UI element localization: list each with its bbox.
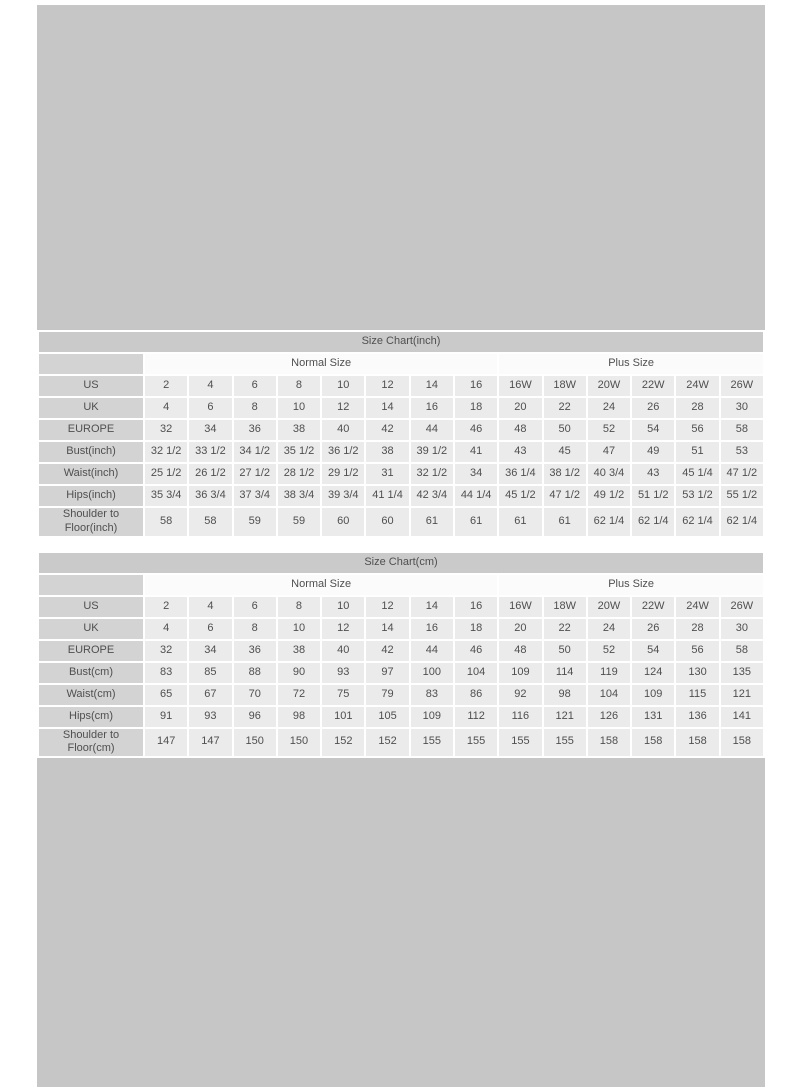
size-cell: 39 1/2 (411, 442, 453, 462)
table-title-row (39, 553, 763, 573)
size-cell: 16 (455, 597, 497, 617)
column-group-header: Normal Size (145, 354, 497, 374)
table-title: Size Chart(inch) (39, 332, 763, 352)
size-cell: 22W (632, 597, 674, 617)
size-cell: 6 (189, 398, 231, 418)
size-cell: 20W (588, 376, 630, 396)
size-cell: 58 (189, 508, 231, 536)
size-cell: 27 1/2 (234, 464, 276, 484)
size-cell: 155 (499, 729, 541, 757)
size-cell: 83 (145, 663, 187, 683)
size-cell: 26W (721, 597, 763, 617)
size-cell: 158 (588, 729, 630, 757)
size-cell: 98 (278, 707, 320, 727)
table-row (39, 420, 763, 440)
size-cell: 4 (189, 597, 231, 617)
size-cell: 20 (499, 619, 541, 639)
size-cell: 130 (676, 663, 718, 683)
gray-panel (37, 5, 765, 1087)
size-cell: 26W (721, 376, 763, 396)
size-cell: 51 1/2 (632, 486, 674, 506)
size-cell: 36 1/2 (322, 442, 364, 462)
size-cell: 33 1/2 (189, 442, 231, 462)
size-cell: 28 1/2 (278, 464, 320, 484)
size-cell: 24W (676, 597, 718, 617)
size-cell: 18W (544, 376, 586, 396)
size-cell: 61 (544, 508, 586, 536)
size-cell: 42 (366, 641, 408, 661)
size-cell: 126 (588, 707, 630, 727)
size-cell: 4 (189, 376, 231, 396)
size-cell: 45 (544, 442, 586, 462)
group-header-spacer (39, 575, 143, 595)
size-cell: 104 (588, 685, 630, 705)
size-cell: 150 (278, 729, 320, 757)
size-cell: 14 (411, 597, 453, 617)
size-cell: 152 (366, 729, 408, 757)
size-cell: 158 (632, 729, 674, 757)
size-cell: 119 (588, 663, 630, 683)
size-cell: 28 (676, 619, 718, 639)
table-row (39, 729, 763, 757)
size-cell: 36 3/4 (189, 486, 231, 506)
size-cell: 58 (145, 508, 187, 536)
table-row (39, 398, 763, 418)
size-cell: 100 (411, 663, 453, 683)
size-cell: 34 (189, 641, 231, 661)
size-cell: 38 (366, 442, 408, 462)
size-cell: 37 3/4 (234, 486, 276, 506)
column-group-header: Normal Size (145, 575, 497, 595)
row-label: US (39, 597, 143, 617)
size-cell: 88 (234, 663, 276, 683)
size-cell: 4 (145, 398, 187, 418)
size-cell: 22 (544, 619, 586, 639)
column-group-header: Plus Size (499, 575, 763, 595)
size-cell: 38 3/4 (278, 486, 320, 506)
size-cell: 12 (322, 619, 364, 639)
size-cell: 26 (632, 619, 674, 639)
size-cell: 98 (544, 685, 586, 705)
size-cell: 31 (366, 464, 408, 484)
size-charts (37, 330, 765, 758)
size-cell: 65 (145, 685, 187, 705)
size-cell: 41 (455, 442, 497, 462)
size-cell: 47 1/2 (721, 464, 763, 484)
size-cell: 40 (322, 420, 364, 440)
size-cell: 90 (278, 663, 320, 683)
size-cell: 86 (455, 685, 497, 705)
size-chart-table (37, 551, 765, 759)
size-cell: 8 (278, 597, 320, 617)
row-label: Waist(inch) (39, 464, 143, 484)
size-chart-table (37, 330, 765, 538)
size-cell: 8 (234, 398, 276, 418)
size-cell: 41 1/4 (366, 486, 408, 506)
size-cell: 43 (632, 464, 674, 484)
size-cell: 36 1/4 (499, 464, 541, 484)
size-cell: 44 1/4 (455, 486, 497, 506)
size-cell: 50 (544, 641, 586, 661)
size-cell: 16 (411, 619, 453, 639)
size-cell: 6 (189, 619, 231, 639)
size-cell: 97 (366, 663, 408, 683)
size-cell: 155 (455, 729, 497, 757)
size-cell: 152 (322, 729, 364, 757)
size-cell: 47 1/2 (544, 486, 586, 506)
size-cell: 72 (278, 685, 320, 705)
size-cell: 6 (234, 376, 276, 396)
row-label: EUROPE (39, 420, 143, 440)
size-cell: 24 (588, 398, 630, 418)
row-label: EUROPE (39, 641, 143, 661)
size-cell: 34 1/2 (234, 442, 276, 462)
row-label: Shoulder to Floor(cm) (39, 729, 143, 757)
size-cell: 158 (676, 729, 718, 757)
size-cell: 46 (455, 420, 497, 440)
size-cell: 51 (676, 442, 718, 462)
size-cell: 109 (632, 685, 674, 705)
row-label: UK (39, 619, 143, 639)
size-cell: 55 1/2 (721, 486, 763, 506)
size-cell: 112 (455, 707, 497, 727)
size-cell: 34 (455, 464, 497, 484)
size-cell: 14 (411, 376, 453, 396)
size-cell: 105 (366, 707, 408, 727)
size-cell: 38 (278, 641, 320, 661)
size-cell: 121 (544, 707, 586, 727)
size-cell: 20 (499, 398, 541, 418)
size-cell: 93 (322, 663, 364, 683)
size-cell: 115 (676, 685, 718, 705)
size-cell: 14 (366, 398, 408, 418)
size-cell: 25 1/2 (145, 464, 187, 484)
size-cell: 58 (721, 641, 763, 661)
size-cell: 10 (322, 597, 364, 617)
table-row (39, 376, 763, 396)
size-cell: 39 3/4 (322, 486, 364, 506)
size-cell: 61 (411, 508, 453, 536)
size-cell: 48 (499, 641, 541, 661)
size-cell: 2 (145, 376, 187, 396)
size-cell: 83 (411, 685, 453, 705)
table-row (39, 486, 763, 506)
size-cell: 62 1/4 (676, 508, 718, 536)
size-cell: 91 (145, 707, 187, 727)
size-cell: 20W (588, 597, 630, 617)
size-cell: 36 (234, 420, 276, 440)
size-cell: 67 (189, 685, 231, 705)
column-group-row (39, 354, 763, 374)
row-label: Shoulder to Floor(inch) (39, 508, 143, 536)
size-cell: 62 1/4 (721, 508, 763, 536)
size-cell: 62 1/4 (632, 508, 674, 536)
row-label: Bust(cm) (39, 663, 143, 683)
row-label: Hips(cm) (39, 707, 143, 727)
size-cell: 101 (322, 707, 364, 727)
table-title: Size Chart(cm) (39, 553, 763, 573)
table-row (39, 619, 763, 639)
size-cell: 45 1/2 (499, 486, 541, 506)
size-cell: 49 1/2 (588, 486, 630, 506)
size-cell: 85 (189, 663, 231, 683)
table-row (39, 663, 763, 683)
row-label: Bust(inch) (39, 442, 143, 462)
size-cell: 45 1/4 (676, 464, 718, 484)
row-label: Waist(cm) (39, 685, 143, 705)
table-row (39, 641, 763, 661)
size-cell: 50 (544, 420, 586, 440)
size-cell: 8 (278, 376, 320, 396)
size-cell: 52 (588, 420, 630, 440)
size-cell: 29 1/2 (322, 464, 364, 484)
table-row (39, 597, 763, 617)
size-cell: 32 (145, 641, 187, 661)
size-cell: 47 (588, 442, 630, 462)
row-label: Hips(inch) (39, 486, 143, 506)
size-cell: 96 (234, 707, 276, 727)
size-cell: 61 (499, 508, 541, 536)
table-row (39, 685, 763, 705)
size-cell: 44 (411, 641, 453, 661)
size-cell: 53 (721, 442, 763, 462)
size-cell: 54 (632, 641, 674, 661)
size-cell: 104 (455, 663, 497, 683)
table-row (39, 508, 763, 536)
table-gap (37, 538, 765, 551)
size-cell: 56 (676, 641, 718, 661)
size-cell: 92 (499, 685, 541, 705)
size-cell: 147 (145, 729, 187, 757)
size-cell: 136 (676, 707, 718, 727)
size-cell: 16 (411, 398, 453, 418)
size-cell: 2 (145, 597, 187, 617)
size-cell: 16W (499, 376, 541, 396)
size-cell: 158 (721, 729, 763, 757)
size-cell: 121 (721, 685, 763, 705)
size-cell: 26 (632, 398, 674, 418)
size-cell: 12 (366, 376, 408, 396)
size-cell: 46 (455, 641, 497, 661)
size-cell: 38 1/2 (544, 464, 586, 484)
size-cell: 44 (411, 420, 453, 440)
size-cell: 18W (544, 597, 586, 617)
size-cell: 53 1/2 (676, 486, 718, 506)
table-row (39, 442, 763, 462)
size-cell: 14 (366, 619, 408, 639)
size-cell: 22 (544, 398, 586, 418)
size-cell: 79 (366, 685, 408, 705)
row-label: UK (39, 398, 143, 418)
size-cell: 75 (322, 685, 364, 705)
size-cell: 30 (721, 619, 763, 639)
size-cell: 56 (676, 420, 718, 440)
size-cell: 52 (588, 641, 630, 661)
table-title-row (39, 332, 763, 352)
size-cell: 6 (234, 597, 276, 617)
size-cell: 155 (544, 729, 586, 757)
size-cell: 62 1/4 (588, 508, 630, 536)
size-cell: 124 (632, 663, 674, 683)
size-cell: 18 (455, 398, 497, 418)
size-cell: 42 (366, 420, 408, 440)
size-cell: 150 (234, 729, 276, 757)
size-cell: 43 (499, 442, 541, 462)
size-cell: 114 (544, 663, 586, 683)
group-header-spacer (39, 354, 143, 374)
column-group-row (39, 575, 763, 595)
size-cell: 32 (145, 420, 187, 440)
size-cell: 147 (189, 729, 231, 757)
size-cell: 18 (455, 619, 497, 639)
size-cell: 28 (676, 398, 718, 418)
size-cell: 60 (322, 508, 364, 536)
size-cell: 116 (499, 707, 541, 727)
size-cell: 93 (189, 707, 231, 727)
size-cell: 12 (322, 398, 364, 418)
size-cell: 48 (499, 420, 541, 440)
size-cell: 32 1/2 (411, 464, 453, 484)
size-cell: 16 (455, 376, 497, 396)
size-cell: 40 (322, 641, 364, 661)
table-row (39, 707, 763, 727)
size-cell: 54 (632, 420, 674, 440)
size-cell: 34 (189, 420, 231, 440)
size-cell: 135 (721, 663, 763, 683)
size-cell: 16W (499, 597, 541, 617)
size-cell: 30 (721, 398, 763, 418)
size-cell: 10 (322, 376, 364, 396)
size-cell: 155 (411, 729, 453, 757)
size-cell: 22W (632, 376, 674, 396)
row-label: US (39, 376, 143, 396)
size-cell: 141 (721, 707, 763, 727)
size-cell: 24 (588, 619, 630, 639)
size-cell: 4 (145, 619, 187, 639)
column-group-header: Plus Size (499, 354, 763, 374)
size-cell: 35 1/2 (278, 442, 320, 462)
size-cell: 38 (278, 420, 320, 440)
table-row (39, 464, 763, 484)
size-cell: 59 (234, 508, 276, 536)
size-cell: 32 1/2 (145, 442, 187, 462)
size-cell: 24W (676, 376, 718, 396)
size-cell: 61 (455, 508, 497, 536)
size-cell: 109 (411, 707, 453, 727)
size-cell: 8 (234, 619, 276, 639)
size-cell: 49 (632, 442, 674, 462)
size-cell: 12 (366, 597, 408, 617)
size-cell: 70 (234, 685, 276, 705)
size-cell: 109 (499, 663, 541, 683)
size-cell: 26 1/2 (189, 464, 231, 484)
size-cell: 59 (278, 508, 320, 536)
size-cell: 36 (234, 641, 276, 661)
size-cell: 60 (366, 508, 408, 536)
size-cell: 42 3/4 (411, 486, 453, 506)
size-cell: 35 3/4 (145, 486, 187, 506)
size-cell: 10 (278, 398, 320, 418)
size-cell: 58 (721, 420, 763, 440)
size-cell: 10 (278, 619, 320, 639)
size-cell: 131 (632, 707, 674, 727)
size-cell: 40 3/4 (588, 464, 630, 484)
